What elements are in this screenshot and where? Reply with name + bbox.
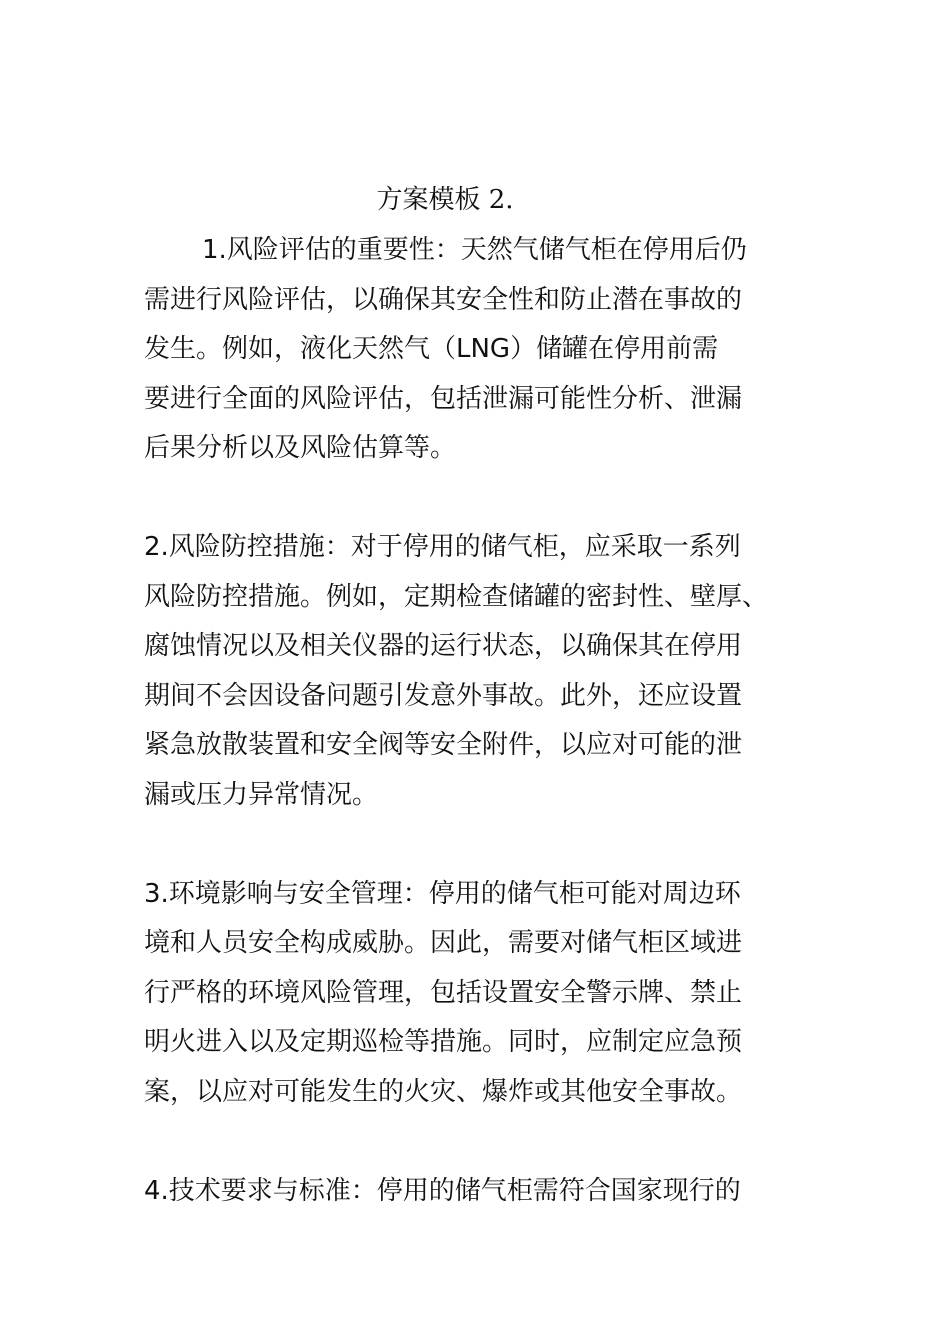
paragraph-gap [144,820,806,870]
paragraph-2-line-3: 腐蚀情况以及相关仪器的运行状态，以确保其在停用 [144,631,743,661]
paragraph-1-line-5: 后果分析以及风险估算等。 [144,433,457,463]
paragraph-3-line-3: 行严格的环境风险管理，包括设置安全警示牌、禁止 [144,977,743,1008]
paragraph-3-line-4: 明火进入以及定期巡检等措施。同时，应制定应急预 [144,1027,743,1057]
paragraph-2-line-6: 漏或压力异常情况。 [144,779,379,810]
paragraph-4-line-1: 4.技术要求与标准：停用的储气柜需符合国家现行的 [144,1175,741,1206]
paragraph-1-line-1: 1.风险评估的重要性：天然气储气柜在停用后仍 [202,235,747,265]
paragraph-2-line-2: 风险防控措施。例如，定期检查储罐的密封性、壁厚、 [144,581,769,612]
paragraph-3-line-2: 境和人员安全构成威胁。因此，需要对储气柜区域进 [144,928,743,958]
paragraph-gap [144,1117,806,1167]
paragraph-2-line-4: 期间不会因设备问题引发意外事故。此外，还应设置 [144,680,743,711]
paragraph-3-line-5: 案，以应对可能发生的火灾、爆炸或其他安全事故。 [144,1076,743,1107]
document-title: 方案模板 2. [376,185,514,215]
paragraph-1-line-3: 发生。例如，液化天然气（LNG）储罐在停用前需 [144,334,719,364]
document-body [144,226,806,1216]
paragraph-2-line-5: 紧急放散装置和安全阀等安全附件，以应对可能的泄 [144,730,743,760]
paragraph-1-line-2: 需进行风险评估，以确保其安全性和防止潜在事故的 [144,284,743,315]
paragraph-1-line-4: 要进行全面的风险评估，包括泄漏可能性分析、泄漏 [144,383,743,414]
paragraph-gap [144,474,806,524]
paragraph-3-line-1: 3.环境影响与安全管理：停用的储气柜可能对周边环 [144,878,741,909]
paragraph-2-line-1: 2.风险防控措施：对于停用的储气柜，应采取一系列 [144,532,741,562]
